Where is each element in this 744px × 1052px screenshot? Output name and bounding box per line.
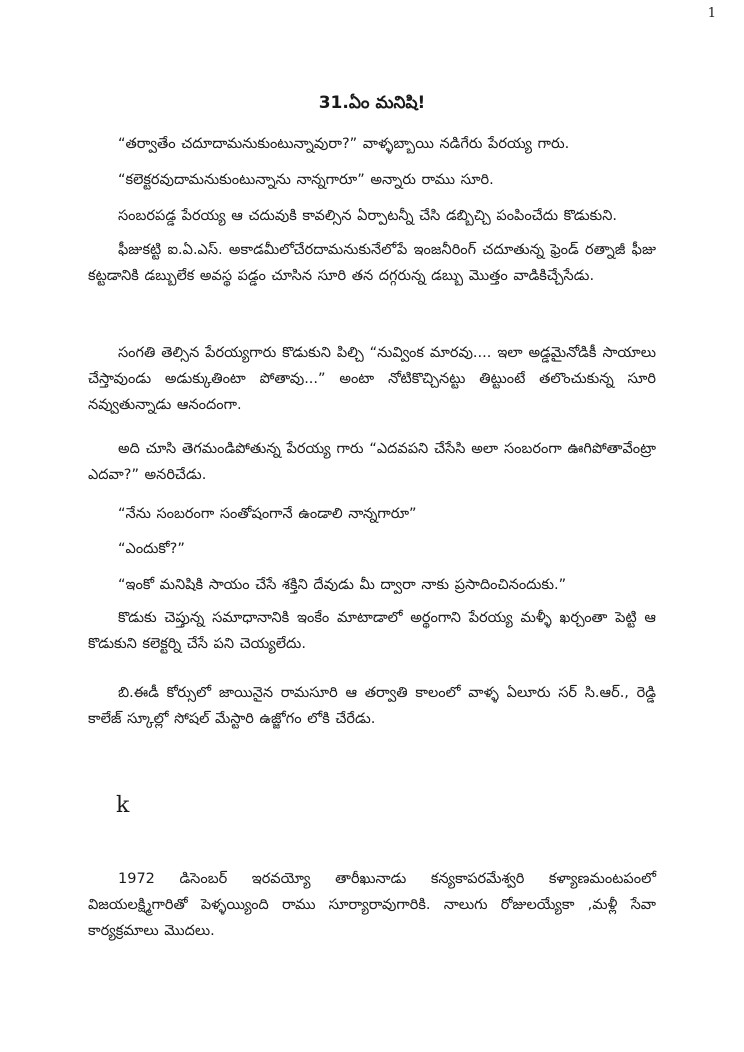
- paragraph-8: “ఎందుకో?”: [118, 541, 185, 557]
- chapter-title: 31.ఏం మనిషి!: [318, 93, 426, 113]
- closing-paragraph: 1972 డిసెంబర్ ఇరవయ్యో తారీఖునాడు కన్యకాపరమేశ్వరి కళ్యాణమంటపంలో విజయలక్ష్మిగారితో పెళ్ళయ్యింది రాము సూర్యారావుగారికి. నాలుగు రోజులయ్యేకా ,మళ్లీ సేవా కార్యక్రమాలు మొదలు.: [88, 871, 656, 939]
- paragraph-3: సంబరపడ్డ పేరయ్య ఆ చదువుకి కావల్సిన ఏర్పాటన్నీ చేసి డబ్బిచ్చి పంపించేదు కొడుకుని.: [118, 208, 617, 224]
- paragraph-10: కొడుకు చెప్తున్న సమాధానానికి ఇంకేం మాటాడాలో అర్థంగాని పేరయ్య మళ్ళీ ఖర్చంతా పెట్టి ఆ కొడుకుని కలెక్టర్ని చేసే పని చెయ్యలేదు.: [88, 610, 656, 652]
- paragraph-2: “కలెక్టరవుదామనుకుంటున్నాను నాన్నగారూ” అన్నారు రాము సూరి.: [118, 172, 494, 188]
- paragraph-9: “ఇంకో మనిషికి సాయం చేసే శక్తిని దేవుడు మీ ద్వారా నాకు ప్రసాదించినందుకు.”: [118, 577, 567, 593]
- paragraph-7: “నేను సంబరంగా సంతోషంగానే ఉండాలి నాన్నగారూ”: [118, 506, 417, 522]
- paragraph-6: అది చూసి తెగమండిపోతున్న పేరయ్య గారు “ఎదవపని చేసేసి అలా సంబరంగా ఊగిపోతావేంట్రా ఎదవా?” అనరిచేడు.: [88, 441, 656, 483]
- paragraph-1: “తర్వాతేం చదూదామనుకుంటున్నావురా?” వాళ్ళబ్బాయి నడిగేరు పేరయ్య గారు.: [118, 136, 570, 152]
- page-number: 1: [707, 6, 716, 21]
- paragraph-11: బి.ఈడీ కోర్సులో జాయినైన రామసూరి ఆ తర్వాతి కాలంలో వాళ్ళ ఏలూరు సర్ సి.ఆర్., రెడ్డి కాలేజ్ స్కూల్లో సోషల్ మేస్టారి ఉజ్జోగం లోకి చేరేడు.: [88, 685, 656, 727]
- paragraph-5: సంగతి తెల్సిన పేరయ్యగారు కొడుకుని పిల్చి “నువ్వింక మారవు.... ఇలా అడ్డమైనోడికీ సాయాలు చేస్తావుండు అడుక్కుతింటా పోతావు...” అంటా నోటికొచ్చినట్టు తిట్టుంటే తలొంచుకున్న సూరి నవ్వుతున్నాడు ఆనందంగా.: [88, 345, 656, 413]
- paragraph-4: ఫీజుకట్టి ఐ.ఏ.ఎస్. అకాడమీలోచేరదామనుకునేలోపే ఇంజనీరింగ్ చదూతున్న ఫ్రెండ్ రత్నాజీ ఫీజు కట్టడానికి డబ్బులేక అవస్థ పడ్డం చూసిన సూరి తన దగ్గరున్న డబ్బు మొత్తం వాడికిచ్చేసేడు.: [88, 242, 656, 284]
- section-mark: k: [116, 793, 130, 818]
